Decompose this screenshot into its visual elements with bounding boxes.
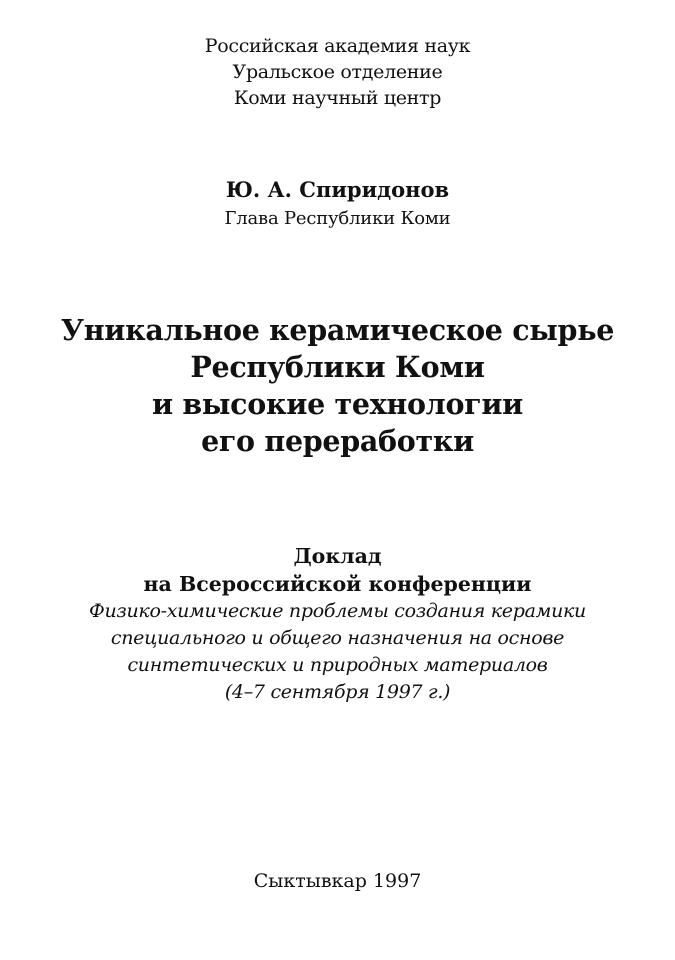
conference-title-line-3: синтетических и природных материалов <box>127 654 548 676</box>
imprint <box>0 868 675 894</box>
institution-center: Коми научный центр <box>233 87 442 109</box>
document-title <box>0 312 675 460</box>
report-label: Доклад <box>293 544 382 568</box>
place-year: Сыктывкар 1997 <box>253 870 422 892</box>
author-name: Ю. А. Спиридонов <box>225 177 450 202</box>
author-block <box>0 175 675 233</box>
title-line-4: его переработки <box>201 424 474 458</box>
conference-title-line-1: Физико-химические проблемы создания керамики <box>88 600 586 622</box>
title-line-3: и высокие технологии <box>151 387 524 421</box>
conference-title-line-2: специального и общего назначения на основе <box>110 627 565 649</box>
title-line-2: Республики Коми <box>190 350 485 384</box>
institution-branch: Уральское отделение <box>232 61 443 83</box>
author-role: Глава Республики Коми <box>224 208 451 229</box>
title-line-1: Уникальное керамическое сырье <box>60 313 615 347</box>
conference-dates: (4–7 сентября 1997 г.) <box>224 681 451 703</box>
report-venue: на Всероссийской конференции <box>143 572 532 596</box>
institution-header <box>0 33 675 111</box>
report-info <box>0 542 675 706</box>
institution-academy: Российская академия наук <box>204 35 471 57</box>
